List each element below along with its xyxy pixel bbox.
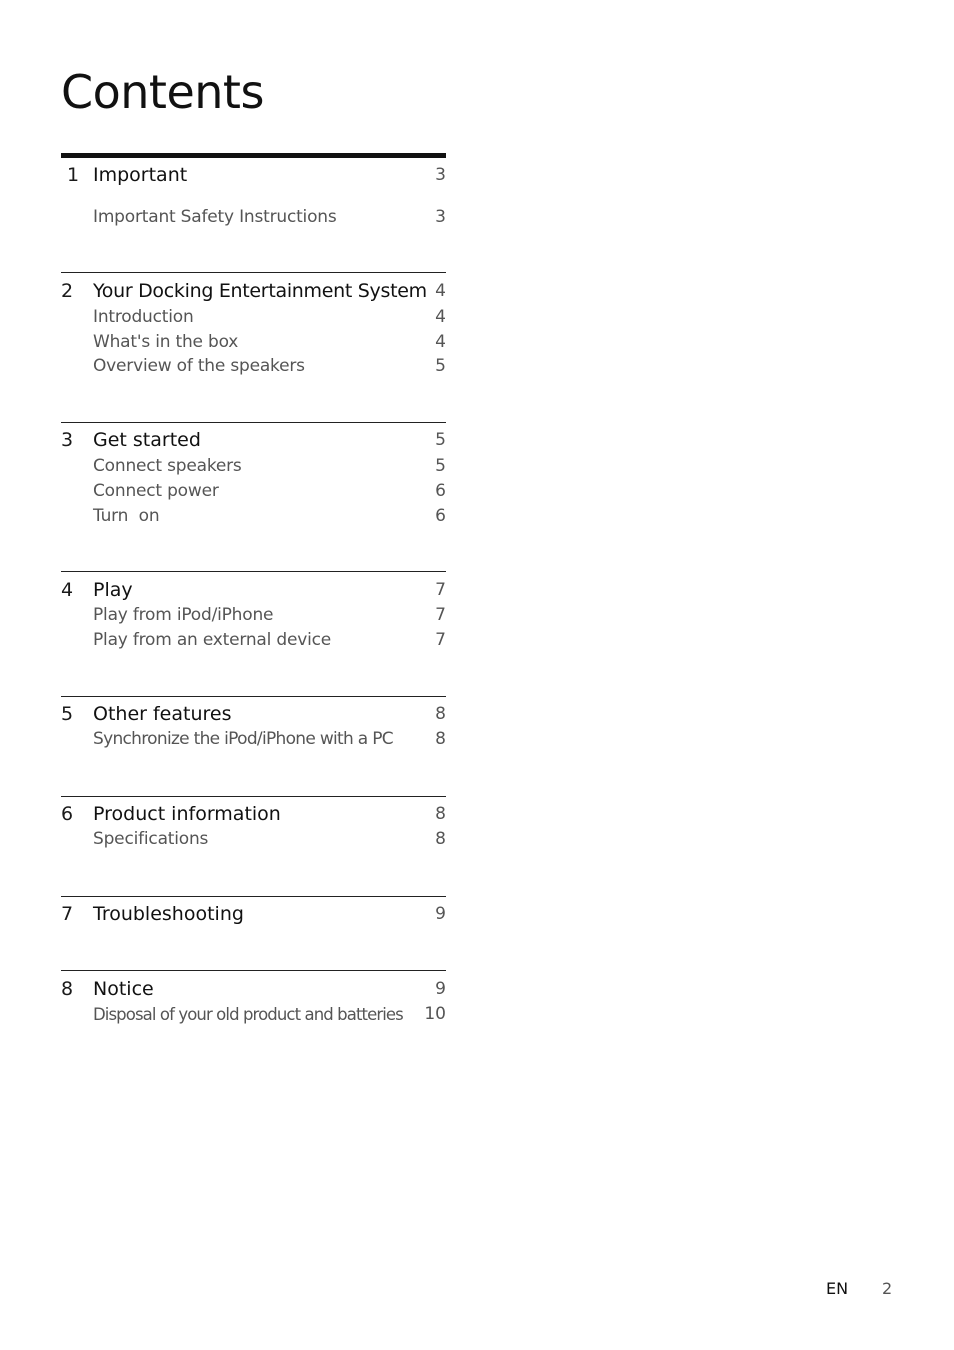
page-number: 8 — [435, 804, 446, 824]
page-title: Contents — [61, 65, 264, 119]
toc-entry-other-features[interactable] — [61, 702, 446, 727]
toc-subentry[interactable] — [61, 330, 446, 355]
page-number: 8 — [435, 829, 446, 849]
subentry-label: Connect speakers — [93, 456, 242, 476]
page-number: 5 — [435, 356, 446, 376]
page-number: 9 — [435, 979, 446, 999]
toc-entry-docking-system[interactable] — [61, 279, 446, 304]
page-number: 8 — [435, 704, 446, 724]
toc-entry-important[interactable] — [61, 163, 446, 188]
section-title: Other features — [93, 703, 232, 725]
section-divider — [61, 796, 446, 797]
section-number: 8 — [61, 978, 74, 1000]
subentry-label: What's in the box — [93, 332, 239, 352]
section-number: 2 — [61, 280, 74, 302]
section-title: Get started — [93, 429, 201, 451]
toc-subentry[interactable] — [61, 727, 446, 752]
toc-subentry[interactable] — [61, 354, 446, 379]
toc-subentry[interactable] — [61, 628, 446, 653]
section-divider — [61, 696, 446, 697]
toc-subentry[interactable] — [61, 603, 446, 628]
section-number: 6 — [61, 803, 74, 825]
section-divider — [61, 970, 446, 971]
page-number: 7 — [435, 580, 446, 600]
subentry-label: Play from iPod/iPhone — [93, 605, 274, 625]
section-title: Notice — [93, 978, 154, 1000]
page-number: 7 — [435, 605, 446, 625]
page-number: 10 — [424, 1004, 446, 1024]
section-divider — [61, 272, 446, 273]
toc-entry-notice[interactable] — [61, 977, 446, 1002]
section-divider — [61, 571, 446, 572]
toc-subentry[interactable] — [61, 1002, 446, 1027]
page-number: 4 — [435, 307, 446, 327]
footer-language: EN — [826, 1279, 849, 1298]
toc-subentry[interactable] — [61, 479, 446, 504]
page-number: 3 — [435, 207, 446, 227]
section-title: Play — [93, 579, 133, 601]
page-number: 4 — [435, 332, 446, 352]
page-number: 6 — [435, 506, 446, 526]
subentry-label: Connect power — [93, 481, 219, 501]
toc-entry-troubleshooting[interactable] — [61, 902, 446, 927]
page-number: 3 — [435, 165, 446, 185]
toc-subentry[interactable] — [61, 454, 446, 479]
page-number: 6 — [435, 481, 446, 501]
section-number: 1 — [67, 164, 80, 186]
section-title: Your Docking Entertainment System — [93, 280, 427, 302]
section-divider — [61, 896, 446, 897]
subentry-label: Disposal of your old product and batteries — [93, 1005, 403, 1024]
toc-entry-play[interactable] — [61, 578, 446, 603]
subentry-label: Turn on — [93, 506, 160, 526]
section-title: Product information — [93, 803, 281, 825]
page-number: 5 — [435, 456, 446, 476]
page-number: 8 — [435, 729, 446, 749]
toc-entry-get-started[interactable] — [61, 428, 446, 453]
subentry-label: Specifications — [93, 829, 209, 849]
subentry-label: Overview of the speakers — [93, 356, 305, 376]
section-number: 5 — [61, 703, 74, 725]
page-number: 9 — [435, 904, 446, 924]
page-number: 5 — [435, 430, 446, 450]
section-title: Important — [93, 164, 188, 186]
toc-entry-product-information[interactable] — [61, 802, 446, 827]
section-number: 7 — [61, 903, 74, 925]
footer-page-number: 2 — [882, 1279, 893, 1298]
subentry-label: Synchronize the iPod/iPhone with a PC — [93, 729, 393, 749]
section-divider — [61, 422, 446, 423]
subentry-label: Play from an external device — [93, 630, 332, 650]
toc-subentry[interactable] — [61, 504, 446, 529]
toc-subentry[interactable] — [61, 305, 446, 330]
page-number: 7 — [435, 630, 446, 650]
subentry-label: Important Safety Instructions — [93, 207, 337, 227]
section-divider — [61, 153, 446, 158]
section-title: Troubleshooting — [93, 903, 244, 925]
section-number: 4 — [61, 579, 74, 601]
toc-subentry[interactable] — [61, 205, 446, 230]
section-number: 3 — [61, 429, 74, 451]
subentry-label: Introduction — [93, 307, 194, 327]
page-number: 4 — [435, 281, 446, 301]
toc-subentry[interactable] — [61, 827, 446, 852]
